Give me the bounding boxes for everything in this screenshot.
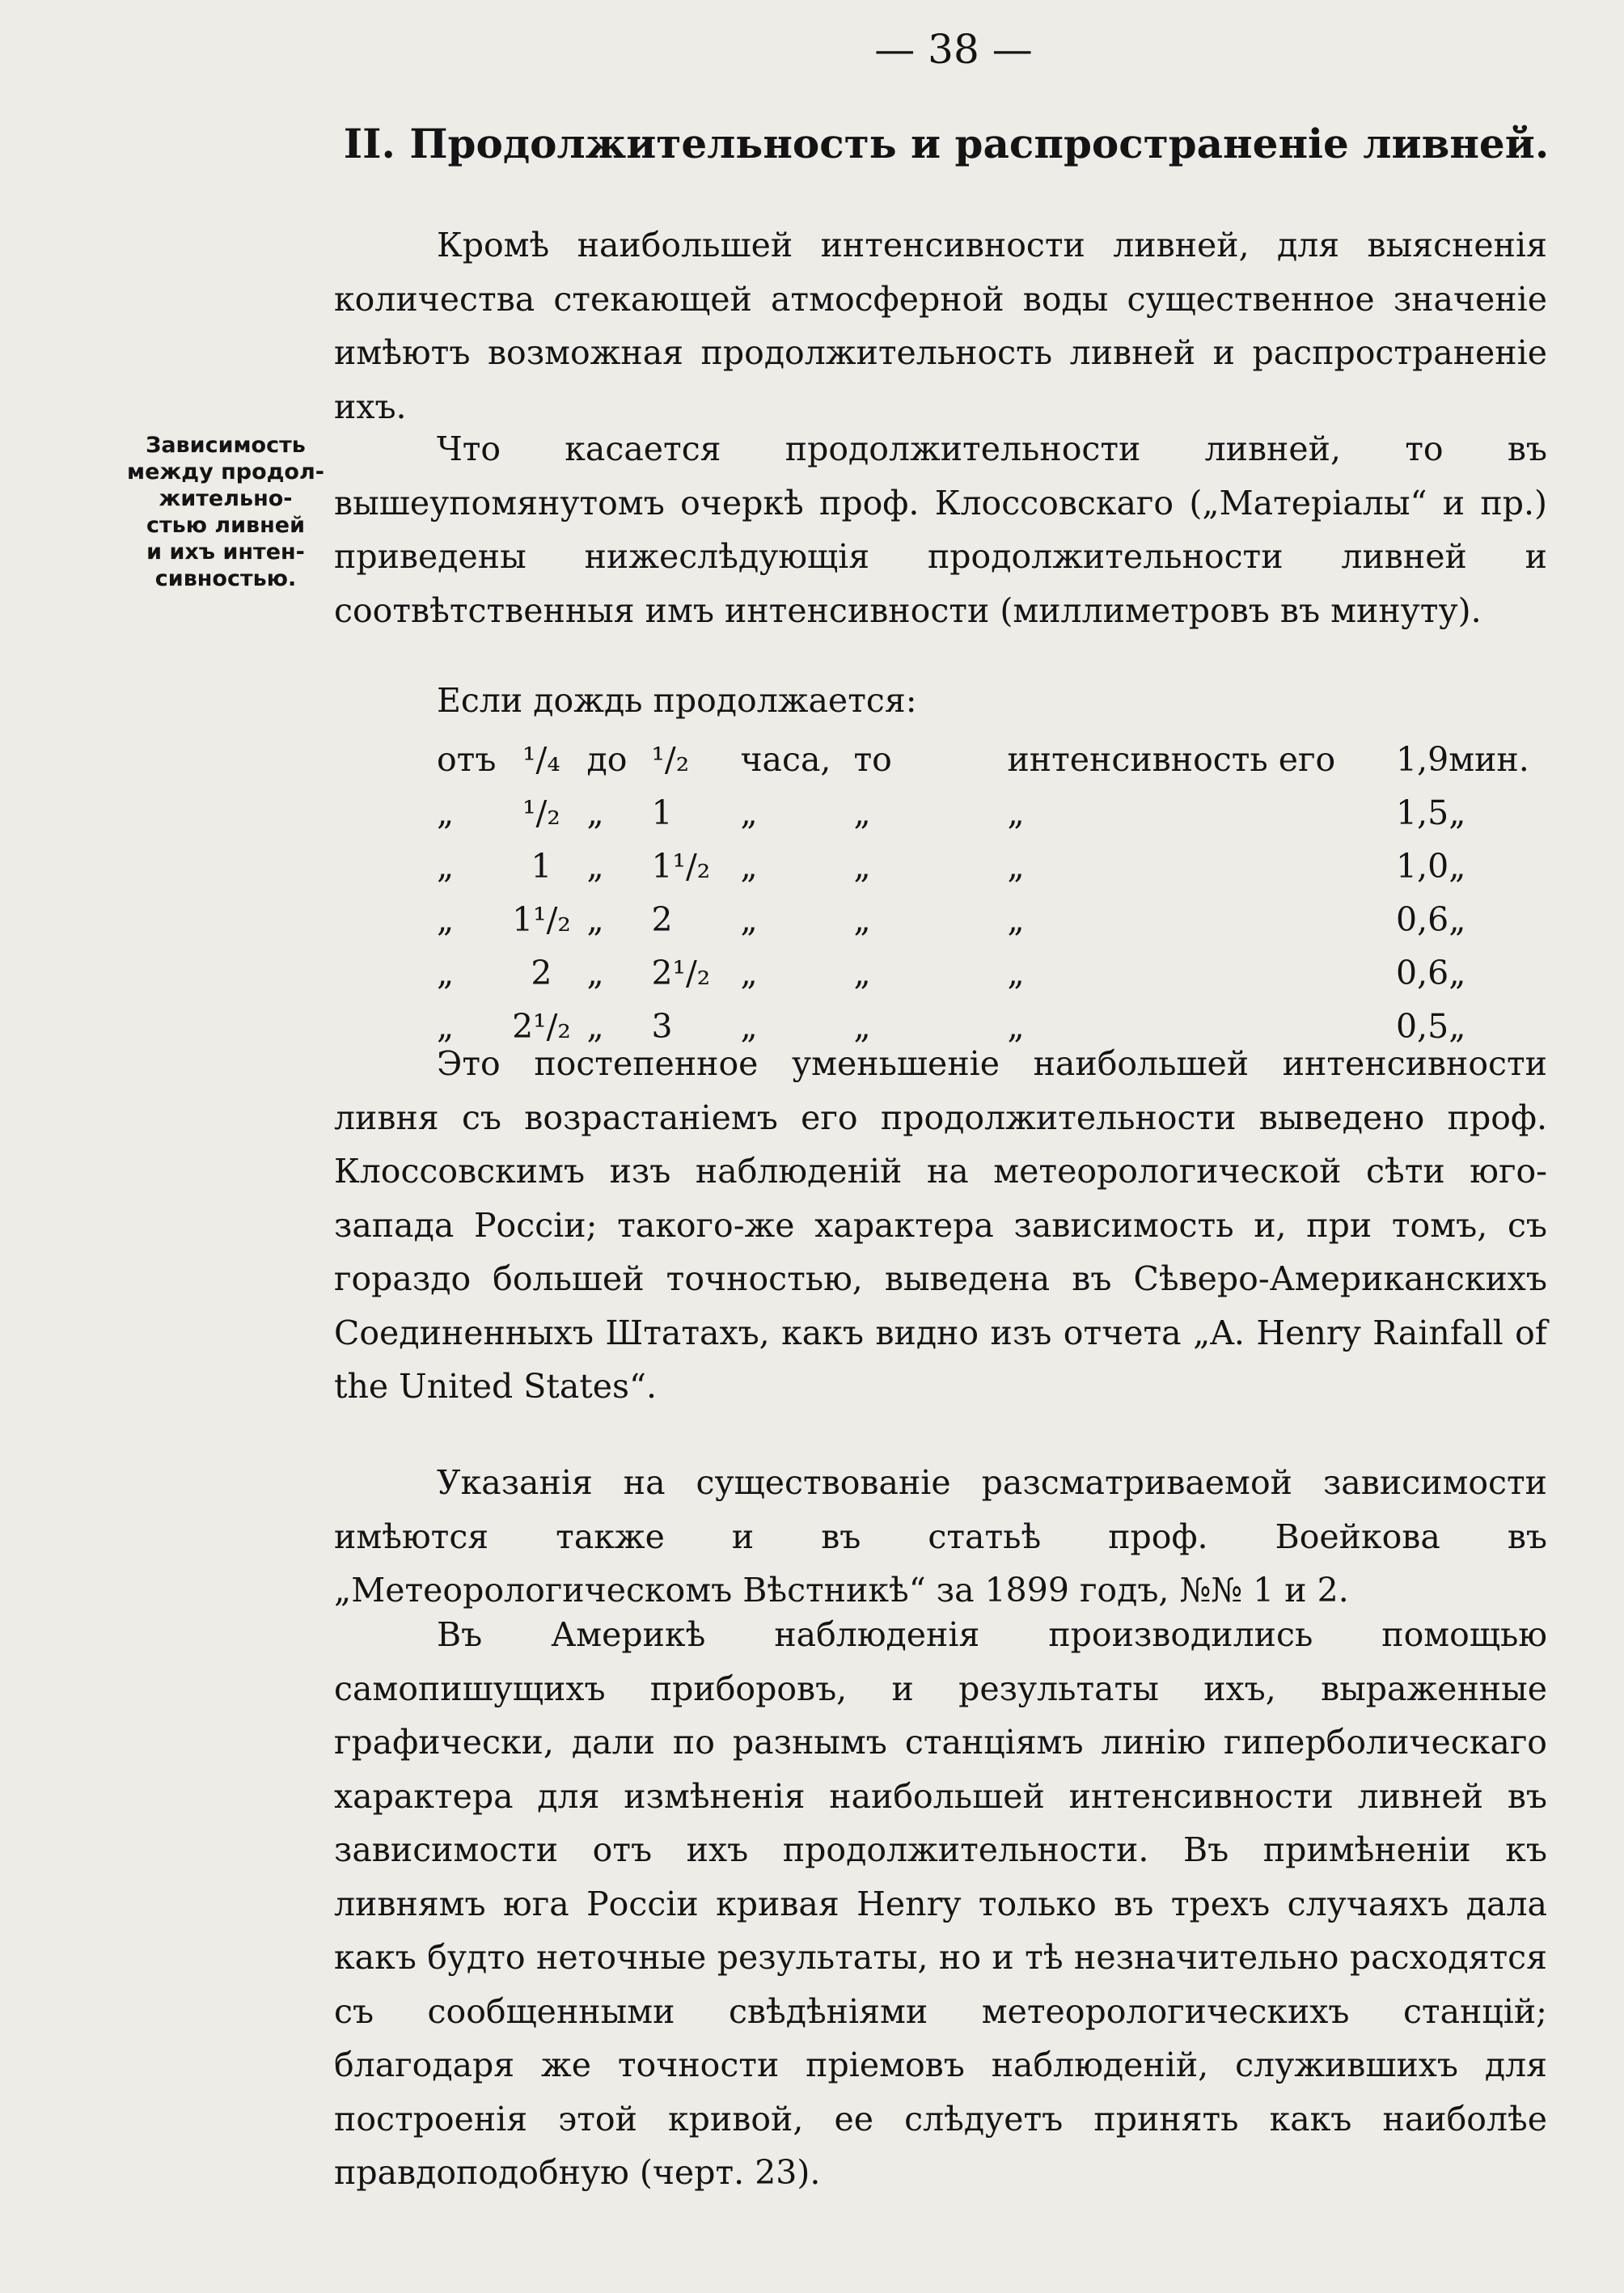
cell-from: 1¹/₂ <box>512 900 571 939</box>
cell-value: 1,5 <box>1395 793 1449 832</box>
cell-unit: „ <box>1448 954 1466 992</box>
table-row <box>437 733 1529 786</box>
cell-intensity: „ <box>1007 847 1025 886</box>
cell-from-lbl: „ <box>437 954 455 992</box>
paragraph-4: Указанія на существованіе разсматриваемой зависимости имѣются также и въ статьѣ проф. Воейкова въ „Метеорологическомъ Вѣстникѣ“ за 1899 годъ, №№ 1 и 2. <box>334 1463 1547 1610</box>
cell-then: „ <box>853 793 871 832</box>
cell-hours: „ <box>740 954 758 992</box>
cell-to: 3 <box>651 1007 673 1046</box>
cell-from: 2 <box>531 954 552 992</box>
section-heading: II. Продолжительность и распространеніе ливней. <box>343 120 1550 167</box>
cell-then: то <box>853 740 892 779</box>
table-row <box>437 946 1529 1000</box>
cell-to-lbl: до <box>586 740 628 779</box>
cell-to-lbl: „ <box>586 1007 604 1046</box>
cell-from-lbl: „ <box>437 793 455 832</box>
cell-value: 0,6 <box>1395 954 1449 992</box>
margin-note-line: сивностью. <box>154 566 297 591</box>
cell-unit: „ <box>1448 847 1466 886</box>
cell-hours: „ <box>740 847 758 886</box>
cell-intensity: „ <box>1007 954 1025 992</box>
cell-unit: „ <box>1448 1007 1466 1046</box>
cell-value: 0,5 <box>1395 1007 1449 1046</box>
cell-to-lbl: „ <box>586 900 604 939</box>
cell-value: 1,0 <box>1395 847 1449 886</box>
margin-note-line: и ихъ интен- <box>146 539 305 565</box>
cell-then: „ <box>853 1007 871 1046</box>
cell-to-lbl: „ <box>586 954 604 992</box>
table-row <box>437 786 1529 840</box>
cell-value: 0,6 <box>1395 900 1449 939</box>
duration-intensity-table <box>437 733 1529 1053</box>
cell-from: 2¹/₂ <box>512 1007 571 1046</box>
table-row <box>437 840 1529 893</box>
cell-intensity: „ <box>1007 900 1025 939</box>
cell-hours: „ <box>740 793 758 832</box>
cell-to: 2 <box>651 900 673 939</box>
cell-intensity: „ <box>1007 793 1025 832</box>
paragraph-5: Въ Америкѣ наблюденія производились помощью самопишущихъ приборовъ, и результаты ихъ, выраженные графически, дали по разнымъ станціямъ линію гиперболическаго характера для измѣненія наибольшей интенсивности ливней въ зависимости отъ ихъ продолжительности. Въ примѣненіи къ ливнямъ юга Россіи кривая Henry только въ трехъ случаяхъ дала какъ будто неточные результаты, но и тѣ незначительно расходятся съ сообщенными свѣдѣніями метеорологическихъ станцій; благодаря же точности пріемовъ наблюденій, служившихъ для построенія этой кривой, ее слѣдуетъ принять какъ наиболѣе правдоподобную (черт. 23). <box>334 1615 1547 2192</box>
paragraph-1: Кромѣ наибольшей интенсивности ливней, для выясненія количества стекающей атмосферной воды существенное значеніе имѣютъ возможная продолжительность ливней и распространеніе ихъ. <box>334 226 1547 426</box>
table-intro: Если дождь продолжается: <box>437 681 917 720</box>
cell-unit: „ <box>1448 900 1466 939</box>
cell-unit: „ <box>1448 793 1466 832</box>
cell-from: ¹/₂ <box>522 793 560 832</box>
cell-value: 1,9 <box>1395 740 1449 779</box>
page-number: — 38 — <box>874 26 1033 73</box>
cell-from-lbl: отъ <box>437 740 497 779</box>
margin-note-line: Зависимость <box>146 433 306 458</box>
cell-from-lbl: „ <box>437 900 455 939</box>
cell-hours: „ <box>740 900 758 939</box>
cell-to: 2¹/₂ <box>651 954 711 992</box>
cell-then: „ <box>853 900 871 939</box>
cell-then: „ <box>853 954 871 992</box>
cell-unit: мин. <box>1448 740 1529 779</box>
cell-hours: часа, <box>740 740 831 779</box>
cell-intensity: „ <box>1007 1007 1025 1046</box>
paragraph-3: Это постепенное уменьшеніе наибольшей интенсивности ливня съ возрастаніемъ его продолжительности выведено проф. Клоссовскимъ изъ наблюденій на метеорологической сѣти юго-запада Россіи; такого-же характера зависимость и, при томъ, съ гораздо большей точностью, выведена въ Сѣверо-Американскихъ Соединенныхъ Штатахъ, какъ видно изъ отчета „A. Henry Rainfall of the United States“. <box>334 1044 1547 1406</box>
cell-from: 1 <box>531 847 552 886</box>
cell-intensity: интенсивность его <box>1007 740 1336 779</box>
paragraph-2: Что касается продолжительности ливней, то въ вышеупомянутомъ очеркѣ проф. Клоссовскаго („Матеріалы“ и пр.) приведены нижеслѣдующія продолжительности ливней и соотвѣтственныя имъ интенсивности (миллиметровъ въ минуту). <box>334 429 1547 630</box>
margin-note <box>120 432 332 592</box>
cell-to: 1¹/₂ <box>651 847 711 886</box>
cell-to: ¹/₂ <box>651 740 690 779</box>
cell-from-lbl: „ <box>437 1007 455 1046</box>
table-row <box>437 893 1529 946</box>
cell-to-lbl: „ <box>586 793 604 832</box>
cell-to-lbl: „ <box>586 847 604 886</box>
margin-note-line: между продол- <box>127 459 324 484</box>
cell-hours: „ <box>740 1007 758 1046</box>
cell-to: 1 <box>651 793 673 832</box>
margin-note-line: жительно- <box>159 486 293 511</box>
cell-from: ¹/₄ <box>522 740 560 779</box>
cell-from-lbl: „ <box>437 847 455 886</box>
cell-then: „ <box>853 847 871 886</box>
margin-note-line: стью ливней <box>146 513 306 538</box>
